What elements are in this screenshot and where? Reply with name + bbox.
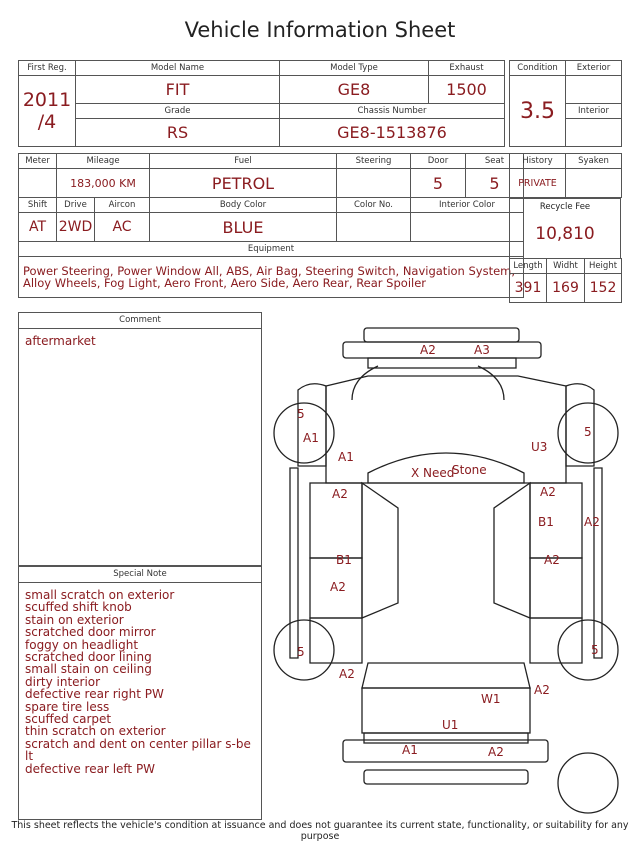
color-no-value [337,213,411,242]
body-color-label: Body Color [150,198,337,213]
aircon-label: Aircon [95,198,150,213]
disclaimer-footer: This sheet reflects the vehicle's condition at issuance and does not guarantee its current state, functionality, or suitability for any purpose [11,820,629,842]
fuel-label: Fuel [150,154,337,169]
body-sides-shape [310,483,582,663]
color-no-label: Color No. [337,198,411,213]
equipment-line-1: Power Steering, Power Window All, ABS, Air Bag, Steering Switch, Navigation System, [23,263,516,278]
condition-label: Condition [510,61,566,76]
exterior-label: Exterior [566,61,622,76]
label-tire-rr: 5 [591,643,599,657]
condition-table [509,60,622,147]
label-windshield: X Need [411,466,455,480]
interior-color-value [411,213,524,242]
spare-tire [558,753,618,813]
label-fender-l-a1: A1 [303,431,319,445]
interior-value [566,119,622,147]
seat-value: 5 [466,169,524,198]
comment-box [18,312,262,566]
label-door-fr-a2: A2 [540,485,556,499]
height-value: 152 [585,274,622,303]
seat-label: Seat [466,154,524,169]
equipment-label: Equipment [19,242,524,257]
note-line: thin scratch on exterior [25,724,166,739]
front-fenders-shape [290,384,602,658]
label-tire-fr: 5 [584,425,592,439]
meter-label: Meter [19,154,57,169]
meter-value [19,169,57,198]
dimensions-table [509,258,622,303]
label-windshield-stone: Stone [452,463,487,477]
label-quarter-r-a2: A2 [534,683,550,697]
comment-text: aftermarket [25,334,96,348]
length-value: 391 [510,274,547,303]
equipment-list [19,257,524,298]
history-label: History [510,154,566,169]
note-line: spare tire less [25,699,110,714]
model-type-label: Model Type [280,61,429,76]
door-label: Door [411,154,466,169]
first-reg-cell [19,76,76,147]
front-bumper-shape [343,328,541,368]
special-note-list [19,583,261,775]
note-line: foggy on headlight [25,637,139,652]
grade-label: Grade [76,104,280,119]
chassis-label: Chassis Number [280,104,505,119]
label-door-rl-a2: A2 [330,580,346,594]
steering-value [337,169,411,198]
label-tailgate-u1: U1 [442,718,459,732]
condition-score: 3.5 [510,76,566,147]
sheet-title: Vehicle Information Sheet [184,18,456,42]
door-value: 5 [411,169,466,198]
exhaust-label: Exhaust [429,61,505,76]
recycle-fee-box [509,198,621,259]
equipment-line-2: Alloy Wheels, Fog Light, Aero Front, Aero Side, Aero Rear, Rear Spoiler [23,276,427,290]
label-front-a3: A3 [474,343,490,357]
model-name-value: FIT [76,76,280,104]
label-door-fr-b1: B1 [538,515,554,529]
exterior-value [566,76,622,104]
note-line: scratch and dent on center pillar s-be [25,736,251,751]
fuel-value: PETROL [150,169,337,198]
note-line: scuffed carpet [25,712,112,727]
height-label: Height [585,259,622,274]
width-value: 169 [547,274,585,303]
model-type-value: GE8 [280,76,429,104]
label-tire-fl: 5 [297,407,305,421]
comment-label: Comment [19,313,261,329]
label-sill-r-a2: A2 [584,515,600,529]
grade-value: RS [76,119,280,147]
special-note-box [18,566,262,820]
label-hood-a1: A1 [338,450,354,464]
label-rear-bumper-a1: A1 [402,743,418,757]
first-reg-label: First Reg. [19,61,76,76]
note-line: scratched door lining [25,650,152,665]
interior-label: Interior [566,104,622,119]
label-door-rl-b1: B1 [336,553,352,567]
label-tire-rl: 5 [297,645,305,659]
label-front-a2: A2 [420,343,436,357]
tire-rear-right [558,620,618,680]
note-line: scuffed shift knob [25,600,132,615]
note-line: stain on exterior [25,612,124,627]
special-note-label: Special Note [19,567,261,583]
exhaust-value: 1500 [429,76,505,104]
shift-label: Shift [19,198,57,213]
recycle-fee-label: Recycle Fee [539,202,591,212]
label-quarter-l-a2: A2 [339,667,355,681]
note-line: scratched door mirror [25,625,156,640]
steering-label: Steering [337,154,411,169]
drive-label: Drive [57,198,95,213]
syaken-label: Syaken [566,154,622,169]
history-table [509,153,622,198]
note-line: dirty interior [25,674,101,689]
note-line: defective rear right PW [25,687,164,702]
recycle-fee-value: 10,810 [535,224,595,244]
vehicle-spec-table [18,153,524,298]
shift-value: AT [19,213,57,242]
width-label: Widht [547,259,585,274]
label-fender-r-u3: U3 [531,440,548,454]
vehicle-basic-table [18,60,505,147]
mileage-value: 183,000 KM [57,169,150,198]
aircon-value: AC [95,213,150,242]
note-line: small stain on ceiling [25,662,152,677]
label-rear-bumper-a2: A2 [488,745,504,759]
first-reg-month: /4 [37,111,57,133]
note-line: defective rear left PW [25,761,156,776]
mileage-label: Mileage [57,154,150,169]
length-label: Length [510,259,547,274]
car-damage-diagram [268,318,624,820]
body-color-value: BLUE [150,213,337,242]
interior-color-label: Interior Color [411,198,524,213]
label-rear-glass-w1: W1 [481,692,501,706]
note-line: lt [25,749,34,764]
label-door-fl-a2: A2 [332,487,348,501]
history-value: PRIVATE [510,169,566,198]
drive-value: 2WD [57,213,95,242]
note-line: small scratch on exterior [25,588,175,602]
chassis-value: GE8-1513876 [280,119,505,147]
model-name-label: Model Name [76,61,280,76]
syaken-value [566,169,622,198]
label-door-rr-a2: A2 [544,553,560,567]
first-reg-year: 2011 [22,89,72,111]
